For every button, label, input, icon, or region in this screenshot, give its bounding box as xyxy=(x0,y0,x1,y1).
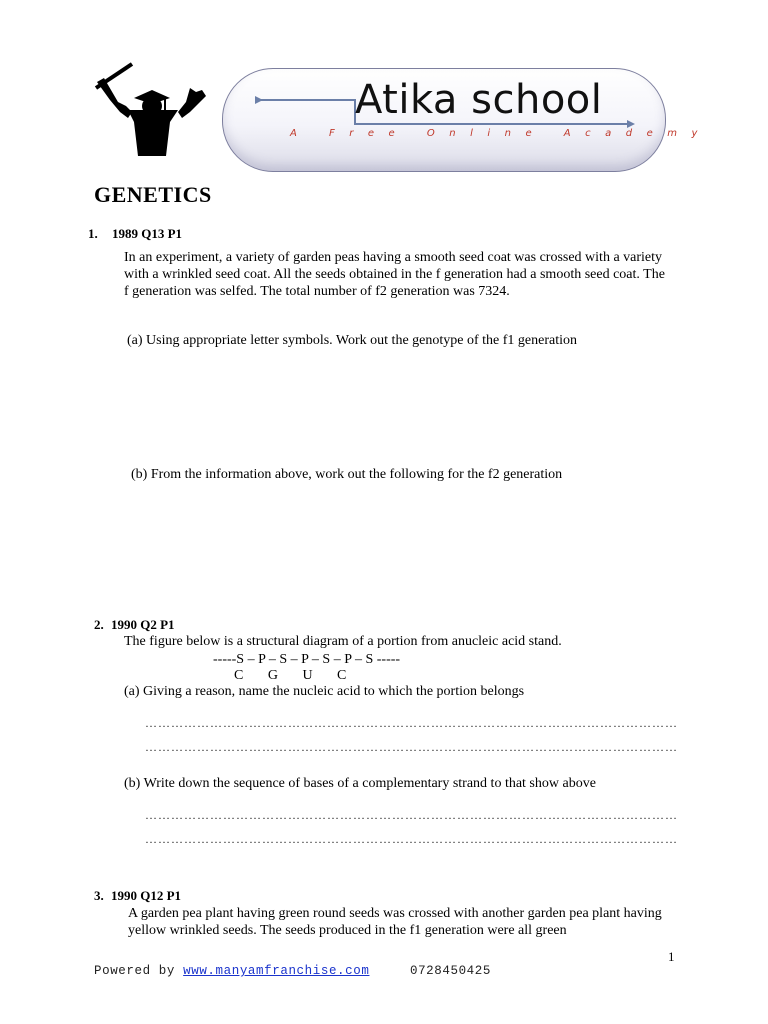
footer-phone: 0728450425 xyxy=(409,964,491,978)
page-number: 1 xyxy=(668,949,675,964)
answer-line: …………………………………………………………………………………………………………… xyxy=(145,808,678,822)
question-3-reference: 1990 Q12 P1 xyxy=(111,888,182,903)
question-2-part-b: (b) Write down the sequence of bases of a complementary strand to that show above xyxy=(124,776,596,791)
question-1-part-a: (a) Using appropriate letter symbols. Work out the genotype of the f1 generation xyxy=(127,333,577,348)
nucleic-acid-bases: C G U C xyxy=(213,668,347,683)
answer-line: …………………………………………………………………………………………………………… xyxy=(145,740,678,754)
answer-line: …………………………………………………………………………………………………………… xyxy=(145,832,678,846)
page-title: GENETICS xyxy=(94,182,212,207)
question-2-number: 2. xyxy=(94,617,104,632)
question-1-part-b: (b) From the information above, work out the following for the f2 generation xyxy=(131,467,563,482)
question-2-part-a: (a) Giving a reason, name the nucleic acid to which the portion belongs xyxy=(124,684,525,699)
nucleic-acid-strand: -----S – P – S – P – S – P – S ----- xyxy=(213,652,401,667)
question-1-reference: 1989 Q13 P1 xyxy=(112,226,183,241)
footer-website-link[interactable]: www.manyamfranchise.com xyxy=(183,964,370,978)
graduate-silhouette-icon xyxy=(92,60,222,160)
question-1-number: 1. xyxy=(88,226,98,241)
question-3-text: A garden pea plant having green round seeds was crossed with another garden pea plant having yellow wrinkled seeds. The seeds produced in the f1 generation were all green xyxy=(128,906,662,938)
footer-prefix: Powered by xyxy=(94,964,184,978)
question-2-reference: 1990 Q2 P1 xyxy=(111,617,175,632)
logo-tagline: A Free Online Academy xyxy=(290,128,712,139)
answer-line: …………………………………………………………………………………………………………… xyxy=(145,716,678,730)
footer-spacer xyxy=(369,964,410,978)
question-2-intro: The figure below is a structural diagram of a portion from anucleic acid stand. xyxy=(124,634,562,649)
footer xyxy=(94,964,491,978)
question-3-number: 3. xyxy=(94,888,104,903)
question-1-text: In an experiment, a variety of garden peas having a smooth seed coat was crossed with a variety with a wrinkled seed coat. All the seeds obtained in the f generation had a smooth seed coat. The f generation was selfed. The total number of f2 generation was 7324. xyxy=(124,250,665,299)
logo-title: Atika school xyxy=(355,77,603,123)
